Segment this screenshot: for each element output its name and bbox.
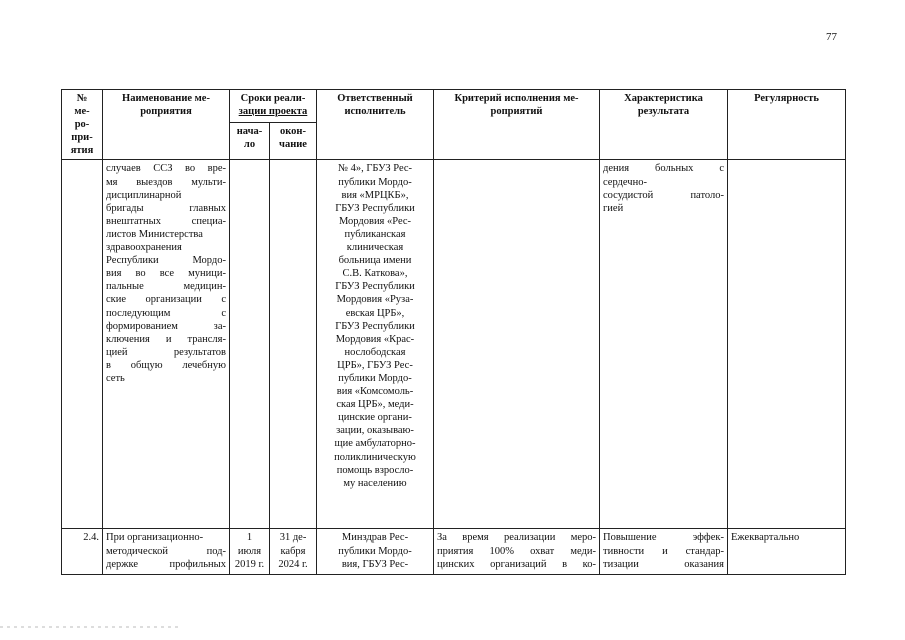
activities-table bbox=[61, 89, 846, 575]
header-terms: Сроки реали- зации проекта bbox=[230, 90, 317, 123]
header-regularity: Регулярность bbox=[728, 90, 846, 160]
row1-regularity bbox=[728, 160, 846, 529]
row2-criterion: За время реализации меро- приятия 100% охват меди- цинских организаций в ко- bbox=[434, 529, 600, 575]
row2-end: 31 де- кабря 2024 г. bbox=[270, 529, 317, 575]
header-criterion: Критерий исполнения ме- роприятий bbox=[434, 90, 600, 160]
scan-artifact bbox=[0, 626, 180, 628]
row2-start: 1 июля 2019 г. bbox=[230, 529, 270, 575]
row1-num bbox=[62, 160, 103, 529]
table-row bbox=[62, 529, 846, 575]
row2-num: 2.4. bbox=[62, 529, 103, 575]
row1-responsible: № 4», ГБУЗ Рес- публики Мордо- вия «МРЦКБ», ГБУЗ Республики Мордовия «Рес- публиканская клиническая больница имени С.В. Каткова», ГБУЗ Республики Мордовия «Руза- евская ЦРБ», ГБУЗ Республики Мордовия «Крас- нослободская ЦРБ», ГБУЗ Рес- публики Мордо- вия «Комсомоль- ская ЦРБ», меди- цинские органи- зации, оказываю- щие амбулаторно- поликлиническую помощь взросло- му населению bbox=[317, 160, 434, 529]
header-name: Наименование ме- роприятия bbox=[103, 90, 230, 160]
row2-name: При организационно- методической под- держке профильных bbox=[103, 529, 230, 575]
row1-start bbox=[230, 160, 270, 529]
header-start: нача- ло bbox=[230, 123, 270, 160]
table-row bbox=[62, 160, 846, 529]
row2-responsible: Минздрав Рес- публики Мордо- вия, ГБУЗ Рес- bbox=[317, 529, 434, 575]
page-number: 77 bbox=[826, 31, 837, 43]
row1-end bbox=[270, 160, 317, 529]
row1-criterion bbox=[434, 160, 600, 529]
header-responsible: Ответственный исполнитель bbox=[317, 90, 434, 160]
header-num: № ме- ро- при- ятия bbox=[62, 90, 103, 160]
row1-characteristic: дения больных с сердечно- сосудистой патоло- гией bbox=[600, 160, 728, 529]
row2-regularity: Ежеквартально bbox=[728, 529, 846, 575]
header-end: окон- чание bbox=[270, 123, 317, 160]
row1-name: случаев ССЗ во вре- мя выездов мульти- дисциплинарной бригады главных внештатных специа- листов Министерства здравоохранения Республики Мордо- вия во все муници- пальные медицин- ские организации с последующим с формированием за- ключения и трансля- цией результатов в общую лечебную сеть bbox=[103, 160, 230, 529]
row2-characteristic: Повышение эффек- тивности и стандар- тизации оказания bbox=[600, 529, 728, 575]
header-characteristic: Характеристика результата bbox=[600, 90, 728, 160]
